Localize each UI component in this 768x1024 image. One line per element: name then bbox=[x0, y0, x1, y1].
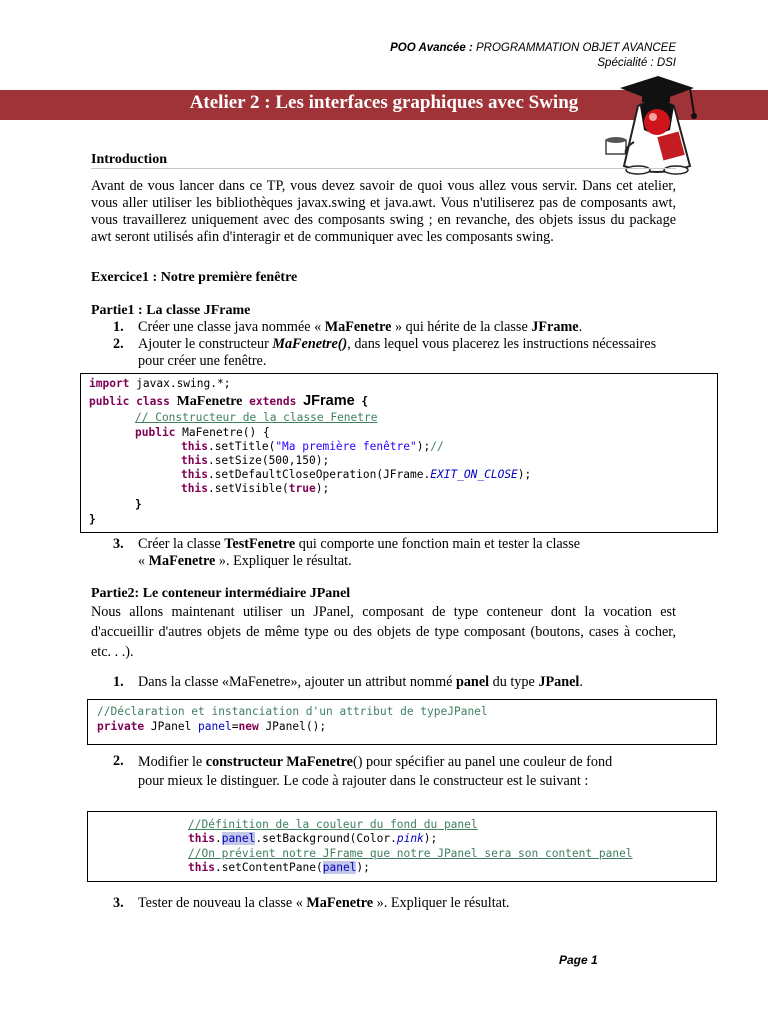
code-keyword: this bbox=[181, 440, 208, 453]
step-text: Créer la classe bbox=[138, 536, 225, 552]
code-brace: } bbox=[89, 513, 96, 526]
code-line bbox=[89, 394, 368, 410]
step-attribute-name: panel bbox=[455, 674, 490, 690]
code-constant: pink bbox=[396, 832, 424, 845]
step-text: pour mieux le distinguer. Le code à rajouter dans le constructeur est le suivant : bbox=[138, 773, 589, 789]
code-text: JPanel(); bbox=[258, 720, 327, 733]
code-constant: EXIT_ON_CLOSE bbox=[430, 468, 518, 481]
code-keyword: this bbox=[188, 861, 215, 874]
step-number: 2. bbox=[113, 336, 124, 352]
code-line bbox=[97, 720, 326, 735]
code-line bbox=[181, 482, 329, 497]
step-text: ». Expliquer le résultat. bbox=[215, 553, 352, 569]
step-class-name: TestFenetre bbox=[224, 536, 296, 552]
introduction-heading: Introduction bbox=[91, 152, 167, 167]
step-text: du type bbox=[489, 674, 539, 690]
step-class-name: MaFenetre bbox=[324, 319, 392, 335]
code-keyword: this bbox=[181, 482, 208, 495]
code-comment: // Constructeur de la classe Fenetre bbox=[135, 411, 378, 424]
step-text: » qui hérite de la classe bbox=[391, 319, 532, 335]
code-field: panel bbox=[198, 720, 232, 733]
page-number: Page 1 bbox=[559, 953, 598, 967]
code-field: panel bbox=[322, 861, 357, 874]
code-comment: //On prévient notre JFrame que notre JPanel sera son content panel bbox=[188, 847, 633, 860]
step-number: 2. bbox=[113, 753, 124, 769]
code-line bbox=[181, 440, 444, 455]
part2-step2 bbox=[138, 753, 678, 791]
part1-heading: Partie1 : La classe JFrame bbox=[91, 303, 251, 318]
code-keyword: this bbox=[181, 454, 208, 467]
part2-step3 bbox=[138, 895, 678, 912]
code-super-class: JFrame bbox=[303, 393, 355, 409]
heading-divider bbox=[91, 168, 676, 169]
part2-text: Nous allons maintenant utiliser un JPanel, composant de type conteneur dont la vocation est d'accueillir d'autres objets de même type ou des objets de type composant (boutons, cases à cocher, etc. . .). bbox=[91, 604, 676, 660]
code-text: ); bbox=[315, 482, 330, 495]
code-text: .setDefaultCloseOperation(JFrame. bbox=[207, 468, 431, 481]
code-text: .setTitle( bbox=[207, 440, 276, 453]
code-block-mafenetre bbox=[80, 373, 718, 533]
part2-step1 bbox=[138, 674, 678, 691]
code-text: .setVisible( bbox=[207, 482, 289, 495]
code-comment: // bbox=[430, 440, 444, 453]
code-text: JPanel bbox=[144, 720, 199, 733]
step-text: () pour spécifier au panel une couleur de fond bbox=[352, 754, 613, 770]
part2-heading: Partie2: Le conteneur intermédiaire JPanel bbox=[91, 586, 351, 601]
step-class-name: JPanel bbox=[538, 674, 580, 690]
code-text: . bbox=[214, 832, 222, 845]
code-class-name: MaFenetre bbox=[176, 394, 243, 409]
code-comment: //Définition de la couleur du fond du panel bbox=[188, 818, 478, 831]
course-header bbox=[390, 42, 676, 54]
code-line bbox=[135, 426, 270, 441]
step-text: ». Expliquer le résultat. bbox=[373, 895, 510, 911]
step-class-name: JFrame bbox=[531, 319, 579, 335]
code-text: ); bbox=[416, 440, 431, 453]
part1-step3 bbox=[138, 536, 678, 570]
step-text: Dans la classe «MaFenetre», ajouter un attribut nommé bbox=[138, 674, 456, 690]
step-text: Modifier le bbox=[138, 754, 206, 770]
code-keyword: public class bbox=[89, 395, 170, 408]
step-text: Créer une classe java nommée « bbox=[138, 319, 325, 335]
step-text: « bbox=[138, 553, 149, 569]
introduction-text: Avant de vous lancer dans ce TP, vous devez savoir de quoi vous allez vous servir. Dans cet atelier, vous aller utiliser les bibliothèques javax.swing et java.awt. Vous n'utiliserez pas de composants awt, vous travaillerez uniquement avec des composants swing ; en revanche, des objets issus du package awt seront utilisés afin d'interagir et de communiquer avec les composants swing. bbox=[91, 178, 676, 245]
code-line bbox=[188, 832, 437, 847]
code-keyword: private bbox=[97, 720, 145, 733]
code-text: MaFenetre() { bbox=[175, 426, 270, 439]
step-text: . bbox=[579, 674, 583, 690]
step-class-name: MaFenetre bbox=[148, 553, 216, 569]
step-number: 3. bbox=[113, 536, 124, 552]
code-text: ); bbox=[423, 832, 438, 845]
step-number: 1. bbox=[113, 319, 124, 335]
code-string: "Ma première fenêtre" bbox=[275, 440, 417, 453]
code-block-panel-background bbox=[87, 811, 717, 882]
course-header-bold: POO Avancée : bbox=[390, 42, 473, 54]
step-text: , dans lequel vous placerez les instructions nécessaires pour créer une fenêtre. bbox=[138, 336, 657, 369]
step-number: 3. bbox=[113, 895, 124, 911]
code-brace: } bbox=[135, 498, 142, 511]
step-constructor-name: MaFenetre() bbox=[272, 336, 348, 352]
code-line bbox=[188, 861, 370, 876]
step-number: 1. bbox=[113, 674, 124, 690]
code-block-panel-declaration bbox=[87, 699, 717, 745]
course-header-name: PROGRAMMATION OBJET AVANCEE bbox=[475, 42, 676, 54]
code-line bbox=[89, 377, 230, 392]
code-text: .setSize(500,150); bbox=[207, 454, 330, 467]
step-class-name: MaFenetre bbox=[306, 895, 374, 911]
code-text: javax.swing.*; bbox=[129, 377, 231, 390]
code-comment: //Déclaration et instanciation d'un attribut de typeJPanel bbox=[97, 705, 488, 718]
step-text: . bbox=[578, 319, 583, 335]
step-text: Ajouter le constructeur bbox=[138, 336, 273, 352]
code-text: ); bbox=[517, 468, 532, 481]
exercise1-heading: Exercice1 : Notre première fenêtre bbox=[91, 270, 298, 285]
code-keyword: import bbox=[89, 377, 130, 390]
step-text: qui comporte une fonction main et tester la classe bbox=[295, 536, 581, 552]
code-keyword: new bbox=[238, 720, 259, 733]
code-keyword: true bbox=[288, 482, 316, 495]
code-line bbox=[181, 454, 329, 469]
part1-step1 bbox=[138, 319, 678, 336]
step-constructor-name: constructeur MaFenetre bbox=[205, 754, 353, 770]
step-text: Tester de nouveau la classe « bbox=[138, 895, 307, 911]
code-text: ); bbox=[356, 861, 370, 874]
part1-step2 bbox=[138, 336, 678, 370]
code-keyword: this bbox=[181, 468, 208, 481]
speciality-label: Spécialité : DSI bbox=[597, 57, 676, 69]
code-field: panel bbox=[221, 832, 256, 845]
code-keyword: public bbox=[135, 426, 176, 439]
code-text: { bbox=[361, 395, 369, 408]
code-text: = bbox=[231, 720, 239, 733]
code-text: .setBackground(Color. bbox=[255, 832, 397, 845]
code-keyword: this bbox=[188, 832, 215, 845]
code-line bbox=[181, 468, 531, 483]
document-title: Atelier 2 : Les interfaces graphiques avec Swing bbox=[189, 92, 579, 113]
java-duke-logo bbox=[598, 70, 713, 182]
code-text: .setContentPane( bbox=[214, 861, 323, 874]
code-keyword: extends bbox=[249, 395, 297, 408]
